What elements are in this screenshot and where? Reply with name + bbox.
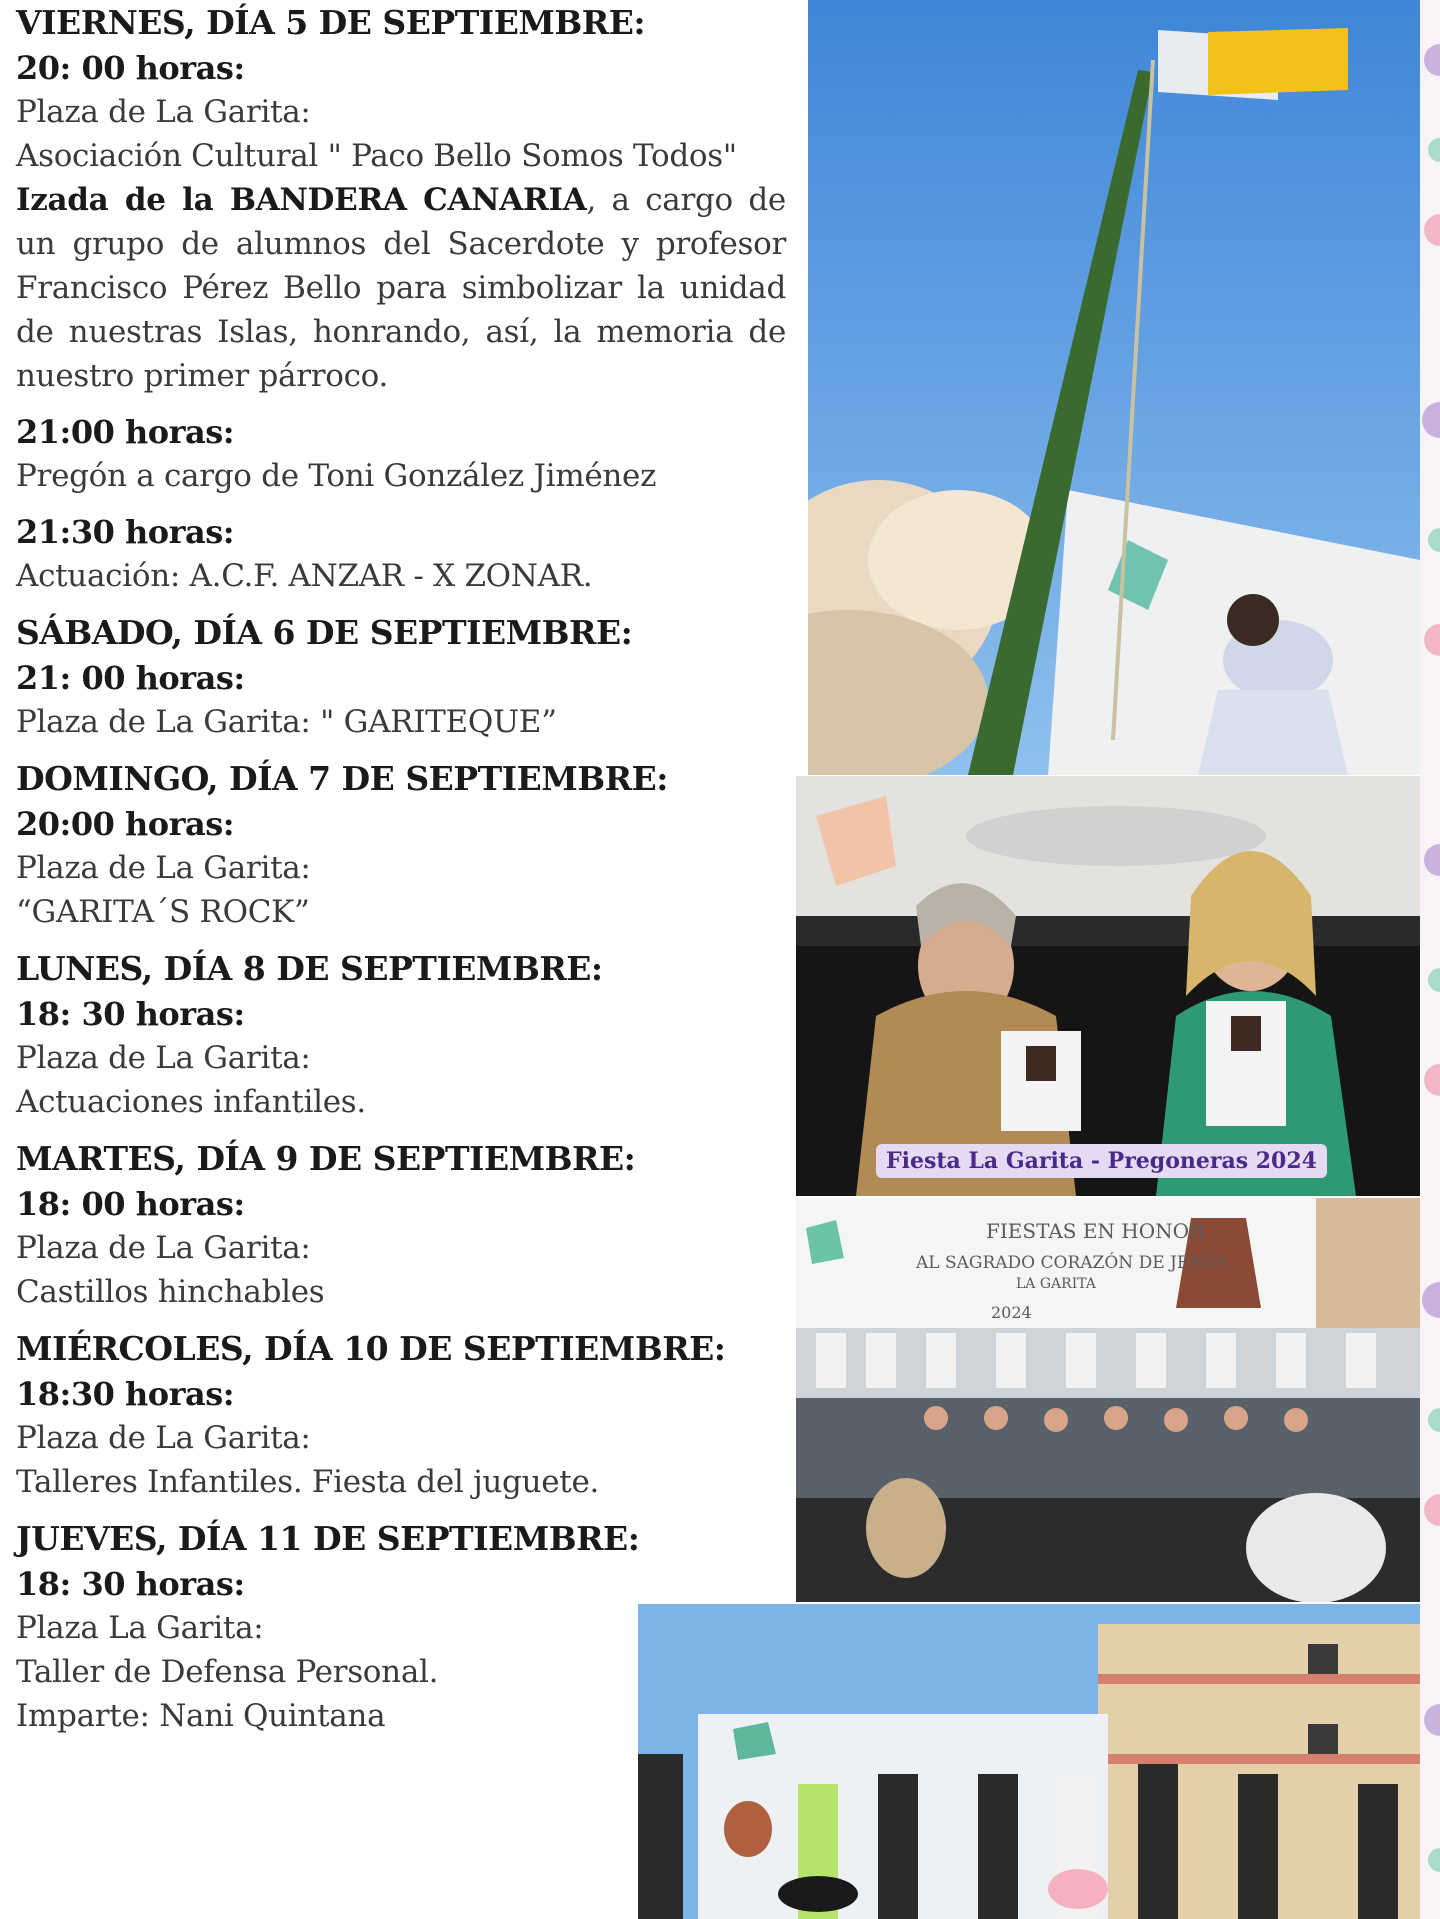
sabado-text: Plaza de La Garita: " GARITEQUE” [16, 704, 557, 740]
hour-viernes-1: 20: 00 horas: [16, 49, 245, 87]
martes-text: Castillos hinchables [16, 1274, 325, 1310]
hour-martes: 18: 00 horas: [16, 1185, 245, 1223]
day-heading-martes: MARTES, DÍA 9 DE SEPTIEMBRE: [16, 1139, 636, 1178]
place-viernes-1: Plaza de La Garita: [16, 94, 311, 130]
day-heading-lunes: LUNES, DÍA 8 DE SEPTIEMBRE: [16, 949, 603, 988]
photo-pregoneras [796, 776, 1420, 1196]
photo-fiestas-stage [796, 1198, 1420, 1602]
photo-caption: Fiesta La Garita - Pregoneras 2024 [876, 1144, 1327, 1178]
banner-year: 2024 [991, 1303, 1032, 1322]
photo-flag-raising [808, 0, 1420, 775]
actuacion-text: Actuación: A.C.F. ANZAR - X ZONAR. [16, 558, 593, 594]
place-domingo: Plaza de La Garita: [16, 850, 311, 886]
imparte-text: Imparte: Nani Quintana [16, 1698, 386, 1734]
day-heading-domingo: DOMINGO, DÍA 7 DE SEPTIEMBRE: [16, 759, 668, 798]
miercoles-text: Talleres Infantiles. Fiesta del juguete. [16, 1464, 600, 1500]
hour-miercoles: 18:30 horas: [16, 1375, 235, 1413]
lunes-text: Actuaciones infantiles. [16, 1084, 366, 1120]
day-heading-miercoles: MIÉRCOLES, DÍA 10 DE SEPTIEMBRE: [16, 1329, 726, 1368]
flag-raising-rest: , a cargo de un grupo de alumnos del Sacerdote y profesor Francisco Pérez Bello para simbolizar la unidad de nuestras Islas, honrando, así, la memoria de nuestro primer párroco. [16, 182, 786, 394]
hour-lunes: 18: 30 horas: [16, 995, 245, 1033]
hour-jueves: 18: 30 horas: [16, 1565, 245, 1603]
day-heading-viernes: VIERNES, DÍA 5 DE SEPTIEMBRE: [16, 3, 646, 42]
hour-domingo: 20:00 horas: [16, 805, 235, 843]
place-martes: Plaza de La Garita: [16, 1230, 311, 1266]
hour-viernes-2: 21:00 horas: [16, 413, 235, 451]
place-jueves: Plaza La Garita: [16, 1610, 264, 1646]
hour-sabado: 21: 00 horas: [16, 659, 245, 697]
banner-line-3: LA GARITA [1016, 1276, 1096, 1292]
photo-dog-event [638, 1604, 1420, 1919]
day-heading-jueves: JUEVES, DÍA 11 DE SEPTIEMBRE: [16, 1519, 640, 1558]
domingo-text: “GARITA´S ROCK” [16, 894, 310, 930]
program-column [16, 0, 786, 1738]
place-lunes: Plaza de La Garita: [16, 1040, 311, 1076]
flag-raising-bold: Izada de la BANDERA CANARIA [16, 182, 587, 218]
association-text: Asociación Cultural " Paco Bello Somos Todos" [16, 138, 737, 174]
banner-line-2: AL SAGRADO CORAZÓN DE JESÚS [916, 1253, 1227, 1273]
place-miercoles: Plaza de La Garita: [16, 1420, 311, 1456]
jueves-text: Taller de Defensa Personal. [16, 1654, 439, 1690]
flag-raising-text [16, 178, 786, 398]
day-heading-sabado: SÁBADO, DÍA 6 DE SEPTIEMBRE: [16, 613, 633, 652]
decorative-side-strip [1420, 0, 1440, 1919]
pregon-text: Pregón a cargo de Toni González Jiménez [16, 458, 657, 494]
banner-line-1: FIESTAS EN HONOR [986, 1219, 1205, 1243]
hour-viernes-3: 21:30 horas: [16, 513, 235, 551]
